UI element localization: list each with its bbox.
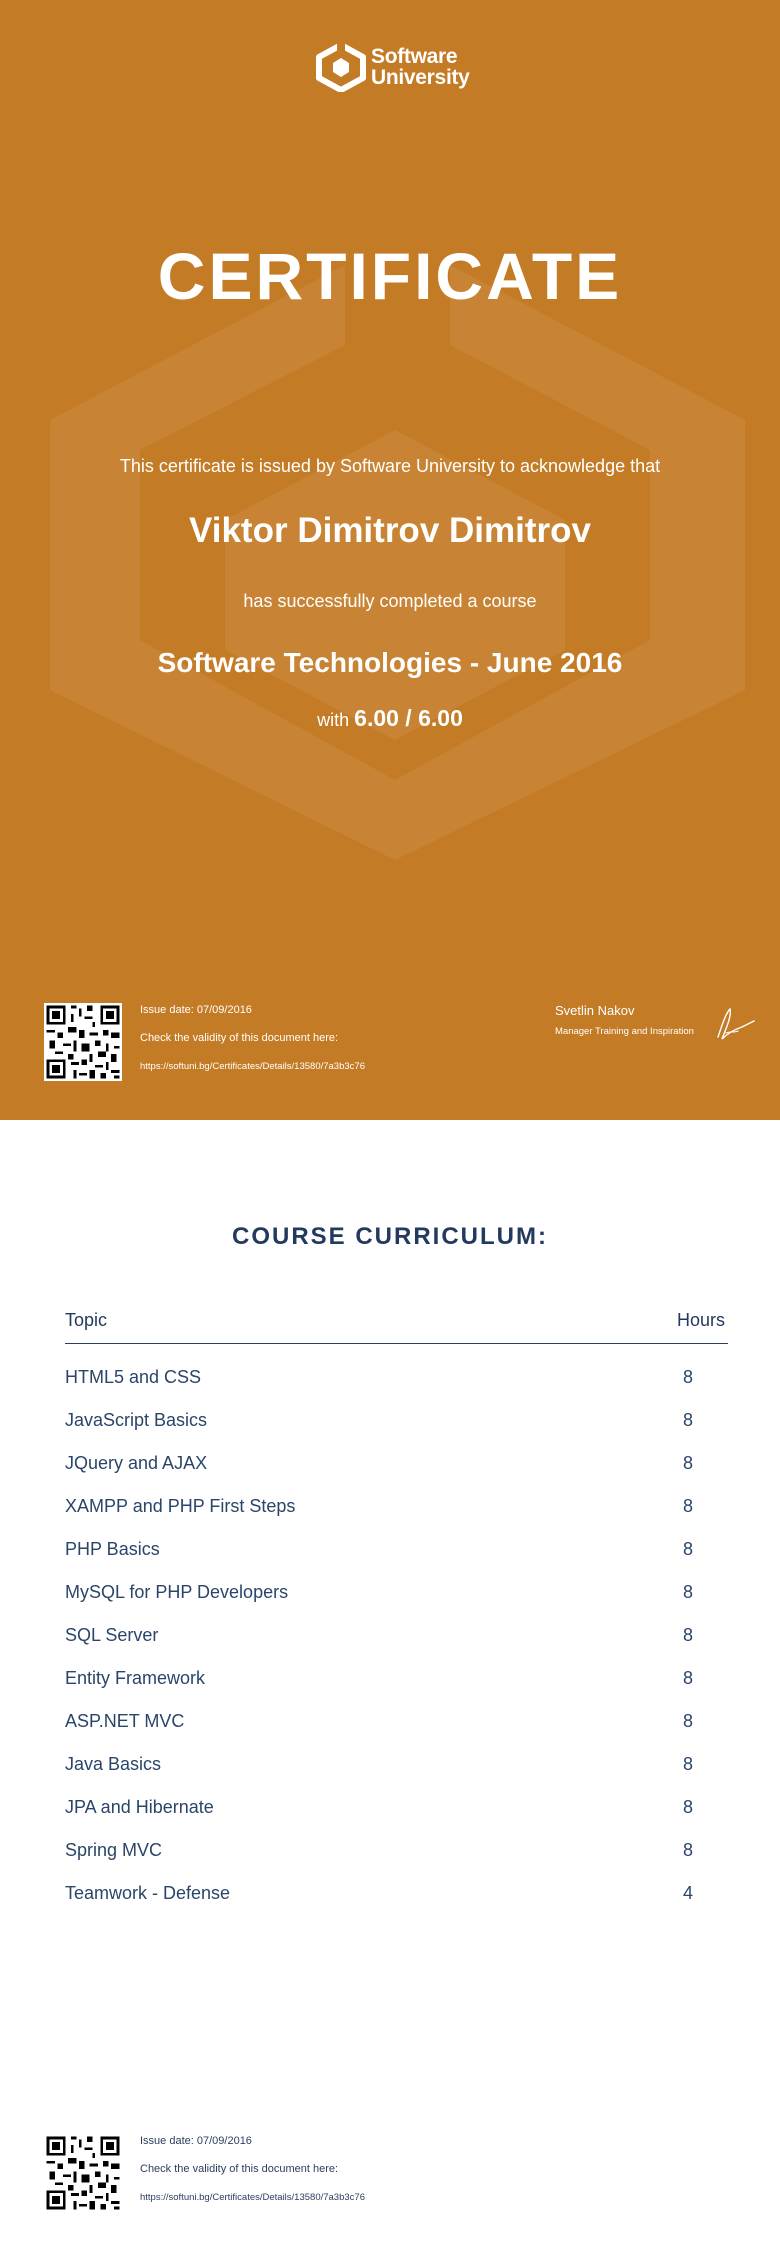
row-topic: SQL Server <box>65 1625 159 1645</box>
row-hours: 8 <box>682 1840 693 1860</box>
row-hours: 8 <box>682 1582 693 1602</box>
row-topic: JPA and Hibernate <box>65 1797 214 1817</box>
brand-name-line2: University <box>371 66 470 89</box>
grade-value: 6.00 / 6.00 <box>354 705 463 731</box>
row-hours: 8 <box>682 1797 693 1817</box>
signature-icon <box>712 1003 758 1043</box>
row-hours: 8 <box>682 1496 693 1516</box>
row-hours: 8 <box>682 1367 693 1387</box>
certificate-intro: This certificate is issued by Software University to acknowledge that <box>119 456 661 476</box>
softuni-logo-icon <box>315 42 367 92</box>
curriculum-header <box>65 1310 728 1344</box>
validity-link[interactable]: https://softuni.bg/Certificates/Details/13580/7a3b3c76 <box>140 1061 365 1072</box>
table-row <box>65 1700 728 1743</box>
signer-name: Svetlin Nakov <box>555 1003 635 1018</box>
table-row <box>65 1614 728 1657</box>
course-grade <box>0 705 780 732</box>
table-row <box>65 1485 728 1528</box>
validity-text: Check the validity of this document here: <box>140 1032 339 1044</box>
row-topic: ASP.NET MVC <box>65 1711 185 1731</box>
header-topic: Topic <box>65 1310 108 1330</box>
row-topic: JQuery and AJAX <box>65 1453 208 1473</box>
recipient-name: Viktor Dimitrov Dimitrov <box>189 511 591 550</box>
row-hours: 8 <box>682 1410 693 1430</box>
row-hours: 8 <box>682 1453 693 1473</box>
row-hours: 8 <box>682 1539 693 1559</box>
table-row <box>65 1872 728 1915</box>
certificate-panel <box>0 0 780 1120</box>
row-topic: Teamwork - Defense <box>65 1883 231 1903</box>
table-row <box>65 1528 728 1571</box>
row-topic: MySQL for PHP Developers <box>65 1582 289 1602</box>
row-topic: HTML5 and CSS <box>65 1367 202 1387</box>
row-topic: XAMPP and PHP First Steps <box>65 1496 296 1516</box>
row-hours: 8 <box>682 1625 693 1645</box>
qr-code <box>44 1003 122 1081</box>
table-row <box>65 1657 728 1700</box>
row-hours: 8 <box>682 1711 693 1731</box>
table-row <box>65 1399 728 1442</box>
curriculum-table <box>65 1310 728 1915</box>
softuni-logo <box>315 42 475 92</box>
brand-name-line1: Software <box>371 45 458 68</box>
row-topic: PHP Basics <box>65 1539 160 1559</box>
footer-validation-info <box>140 2135 440 2211</box>
validation-info <box>140 1004 440 1080</box>
footer-validity-text: Check the validity of this document here: <box>140 2163 339 2175</box>
row-topic: Java Basics <box>65 1754 162 1774</box>
qr-code-icon <box>44 2134 122 2212</box>
completion-text: has successfully completed a course <box>243 591 537 611</box>
table-row <box>65 1442 728 1485</box>
row-topic: Entity Framework <box>65 1668 206 1688</box>
header-hours: Hours <box>676 1310 725 1330</box>
footer-qr-code <box>44 2134 122 2212</box>
footer-issue-date: Issue date: 07/09/2016 <box>140 2135 252 2147</box>
issue-date: Issue date: 07/09/2016 <box>140 1004 252 1016</box>
hexagon-watermark-icon <box>0 0 780 1120</box>
signer-block <box>555 1003 694 1037</box>
table-row <box>65 1571 728 1614</box>
table-row <box>65 1829 728 1872</box>
course-name: Software Technologies - June 2016 <box>157 647 623 678</box>
row-topic: Spring MVC <box>65 1840 163 1860</box>
certificate-title: CERTIFICATE <box>157 239 623 313</box>
footer-validity-link[interactable]: https://softuni.bg/Certificates/Details/13580/7a3b3c76 <box>140 2192 365 2203</box>
table-row <box>65 1356 728 1399</box>
grade-prefix: with <box>317 710 350 730</box>
row-hours: 8 <box>682 1668 693 1688</box>
row-hours: 8 <box>682 1754 693 1774</box>
row-topic: JavaScript Basics <box>65 1410 208 1430</box>
signer-role: Manager Training and Inspiration <box>555 1026 694 1037</box>
table-row <box>65 1743 728 1786</box>
curriculum-title: COURSE CURRICULUM: <box>232 1223 548 1250</box>
qr-code-icon <box>44 1003 122 1081</box>
row-hours: 4 <box>682 1883 693 1903</box>
table-row <box>65 1786 728 1829</box>
